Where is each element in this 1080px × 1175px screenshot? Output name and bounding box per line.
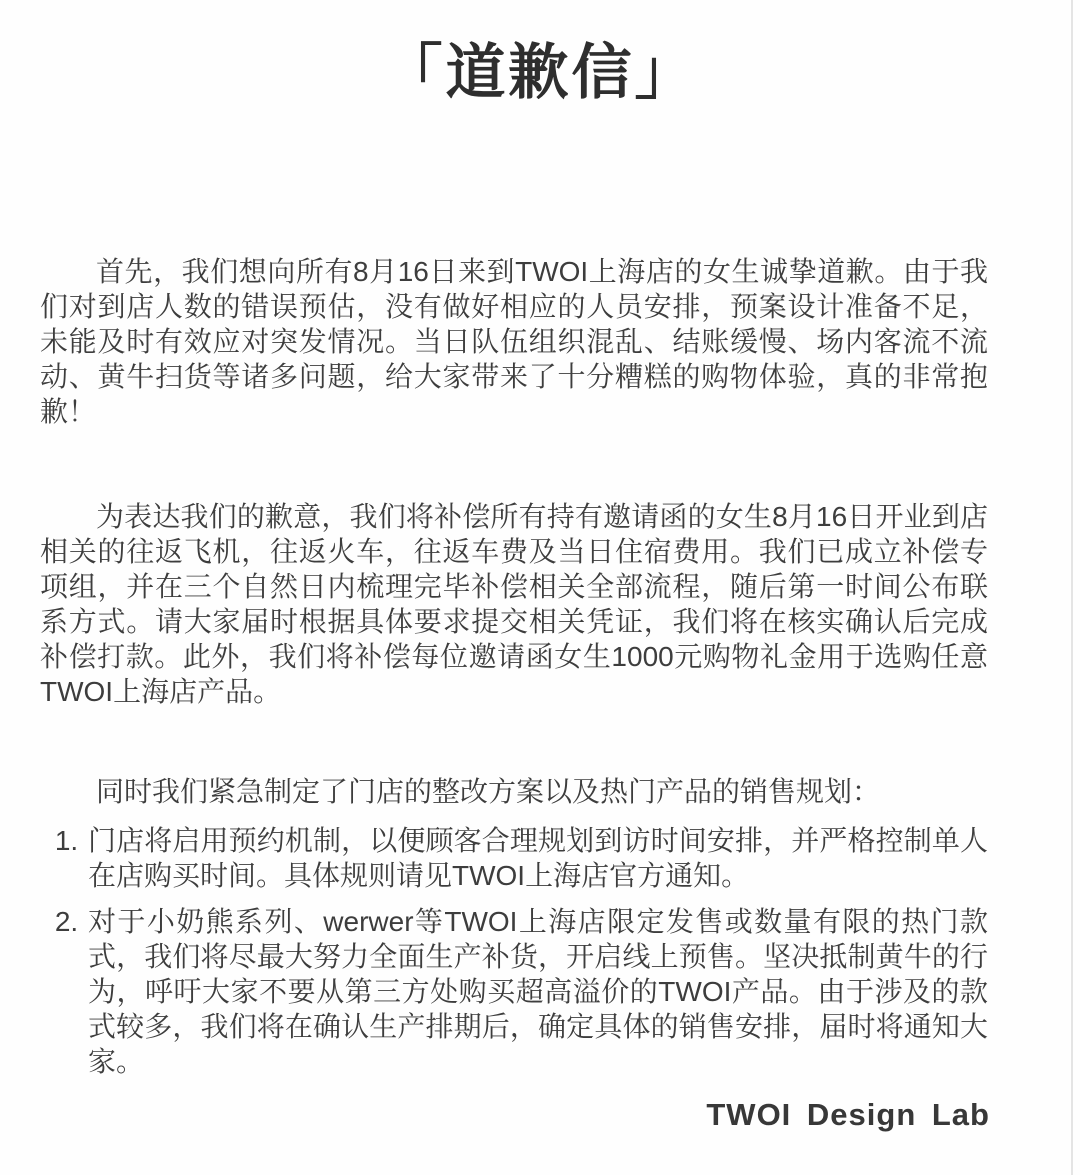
page-edge-divider — [1071, 0, 1073, 1175]
compensation-paragraph: 为表达我们的歉意，我们将补偿所有持有邀请函的女生8月16日开业到店相关的往返飞机，往返火车，往返车费及当日住宿费用。我们已成立补偿专项组，并在三个自然日内梳理完毕补偿相关全部流程，随后第一时间公布联系方式。请大家届时根据具体要求提交相关凭证，我们将在核实确认后完成补偿打款。此外，我们将补偿每位邀请函女生1000元购物礼金用于选购任意TWOI上海店产品。 — [40, 501, 988, 707]
plan-intro-text: 同时我们紧急制定了门店的整改方案以及热门产品的销售规划： — [96, 776, 881, 807]
brand-signature: TWOI Design Lab — [706, 1097, 990, 1132]
page-title: 「道歉信」 — [382, 39, 698, 106]
apology-paragraph: 首先，我们想向所有8月16日来到TWOI上海店的女生诚挚道歉。由于我们对到店人数的错误预估，没有做好相应的人员安排，预案设计准备不足，未能及时有效应对突发情况。当日队伍组织混乱、结账缓慢、场内客流不流动、黄牛扫货等诸多问题，给大家带来了十分糟糕的购物体验，真的非常抱歉！ — [40, 256, 988, 427]
plan-list — [40, 823, 988, 1079]
list-item: 2. 对于小奶熊系列、werwer等TWOI上海店限定发售或数量有限的热门款式，我们将尽最大努力全面生产补货，开启线上预售。坚决抵制黄牛的行为，呼吁大家不要从第三方处购买超高溢价的TWOI产品。由于涉及的款式较多，我们将在确认生产排期后，确定具体的销售安排，届时将通知大家。 — [86, 904, 988, 1079]
list-item: 1. 门店将启用预约机制，以便顾客合理规划到访时间安排，并严格控制单人在店购买时间。具体规则请见TWOI上海店官方通知。 — [86, 823, 988, 893]
letter-body — [0, 254, 1080, 1079]
